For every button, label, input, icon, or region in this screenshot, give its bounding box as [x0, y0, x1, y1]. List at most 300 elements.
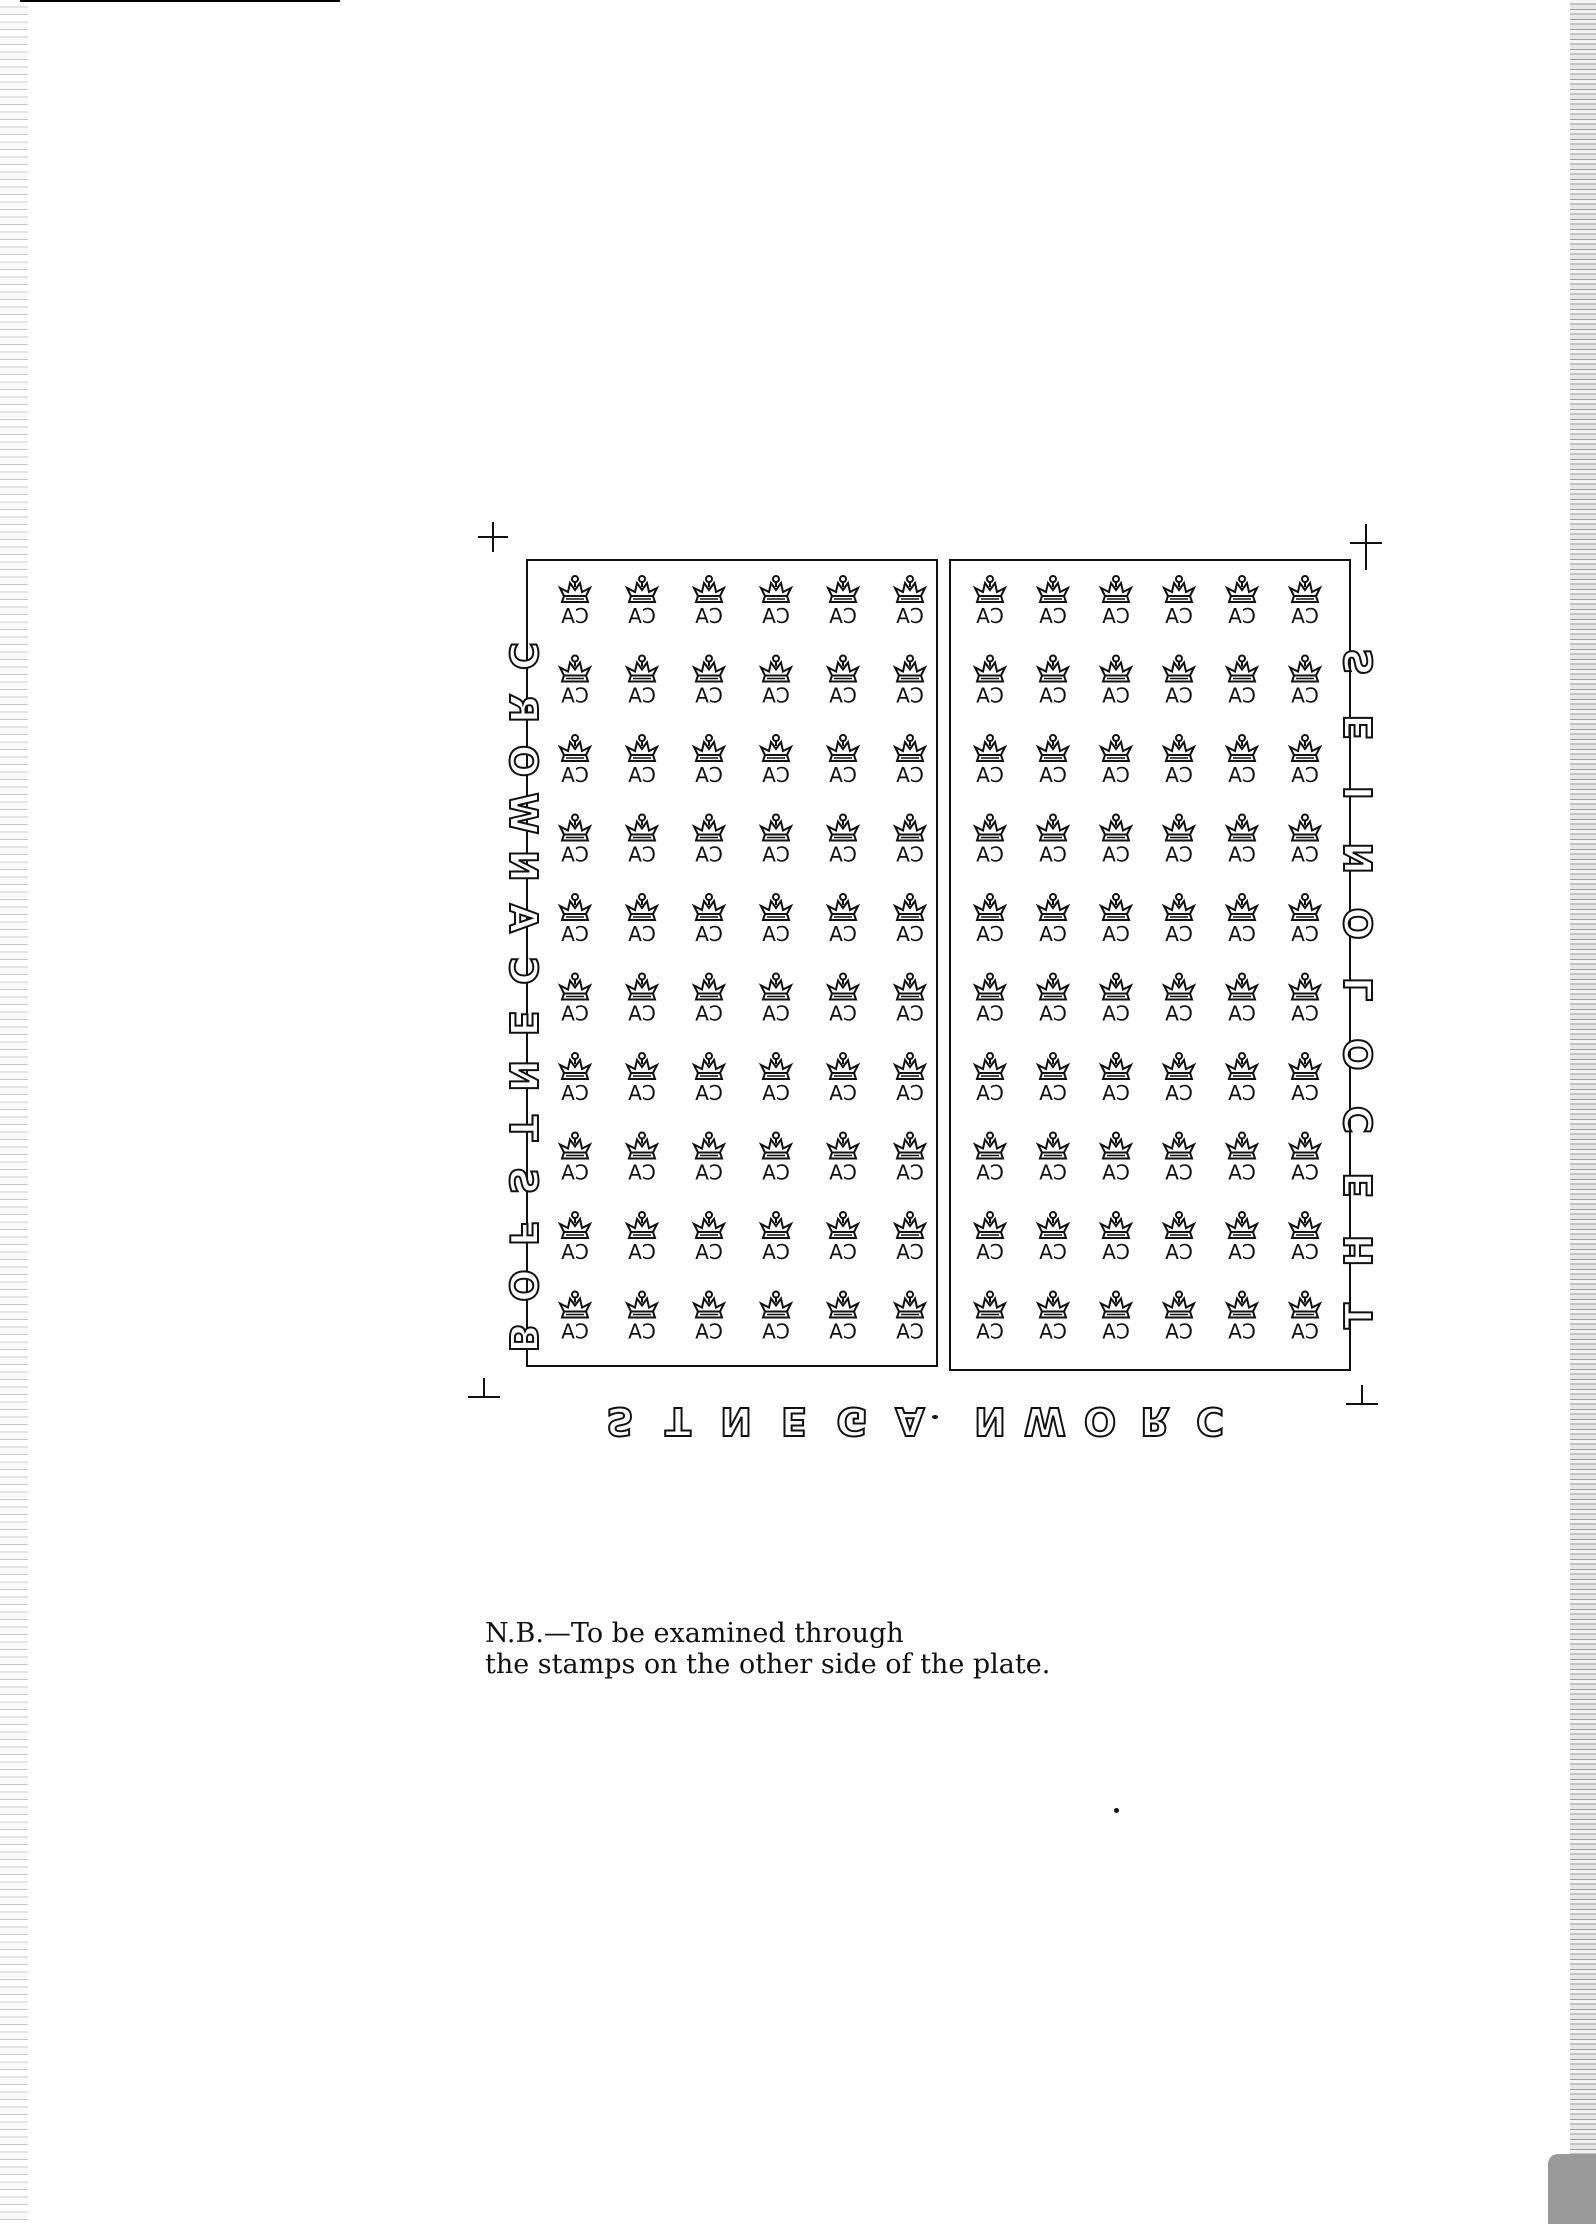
stamp: [1101, 576, 1131, 628]
stamp-ca-text: CA: [829, 683, 857, 708]
stamp-ca-text: CA: [1039, 683, 1067, 708]
crown-watermark-icon: [1038, 735, 1068, 761]
stamp-ca-text: CA: [976, 842, 1004, 867]
crown-watermark-icon: [761, 735, 791, 761]
stamp-ca-text: CA: [561, 1001, 589, 1026]
register-marks: [468, 522, 1382, 1404]
stamp-ca-text: CA: [896, 1001, 924, 1026]
crown-watermark-icon: [761, 1053, 791, 1079]
stamp: [694, 1053, 724, 1105]
crown-watermark-icon: [975, 1212, 1005, 1238]
left-margin-letter: C: [501, 642, 545, 670]
crown-watermark-icon: [1038, 1212, 1068, 1238]
crown-watermark-icon: [1164, 894, 1194, 920]
stamp: [895, 894, 925, 946]
crown-watermark-icon: [975, 974, 1005, 1000]
stamp-ca-text: CA: [976, 1001, 1004, 1026]
right-margin-letter: C: [1337, 1105, 1381, 1134]
stamp-ca-text: CA: [561, 763, 589, 787]
stamp-ca-text: CA: [762, 1240, 790, 1264]
left-margin-letter: B: [501, 1323, 545, 1353]
left-margin-letter: A: [501, 903, 545, 934]
stamp-ca-text: CA: [976, 763, 1004, 787]
crown-watermark-icon: [627, 1133, 657, 1159]
crown-watermark-icon: [1101, 1133, 1131, 1159]
crown-watermark-icon: [627, 1212, 657, 1238]
crown-watermark-icon: [560, 974, 590, 1000]
stamp: [627, 815, 657, 867]
stamp: [694, 576, 724, 628]
crown-watermark-icon: [1227, 974, 1257, 1000]
stamp: [975, 894, 1005, 946]
bottom-margin-letter: E: [781, 1399, 807, 1443]
stamp: [1290, 1053, 1320, 1105]
crown-watermark-icon: [895, 815, 925, 841]
stamp-ca-text: CA: [1102, 1160, 1130, 1185]
stamp: [895, 656, 925, 708]
stamp-ca-text: CA: [695, 1001, 723, 1026]
stamp-ca-text: CA: [1228, 1240, 1256, 1264]
stamp-ca-text: CA: [628, 1001, 656, 1026]
stamp: [1227, 894, 1257, 946]
crown-watermark-icon: [560, 1053, 590, 1079]
stamp-ca-text: CA: [1102, 1081, 1130, 1105]
stamp: [694, 1133, 724, 1185]
stamp-ca-text: CA: [1291, 1160, 1319, 1185]
crown-watermark-icon: [895, 1133, 925, 1159]
crown-watermark-icon: [694, 1292, 724, 1318]
left-margin-letter: C: [501, 956, 545, 985]
stamp: [895, 735, 925, 787]
crown-watermark-icon: [828, 1053, 858, 1079]
note-line-2: the stamps on the other side of the plate.: [485, 1649, 1051, 1680]
stamp-grid: [560, 576, 1320, 1344]
stamp-ca-text: CA: [1039, 604, 1067, 628]
stamp-ca-text: CA: [1102, 842, 1130, 867]
stamp: [1290, 974, 1320, 1026]
stamp-ca-text: CA: [628, 1160, 656, 1185]
crown-watermark-icon: [895, 974, 925, 1000]
crown-watermark-icon: [895, 576, 925, 602]
stamp: [1038, 815, 1068, 867]
stamp-ca-text: CA: [1291, 1001, 1319, 1026]
stamp-ca-text: CA: [1165, 604, 1193, 628]
stamp: [627, 1053, 657, 1105]
stamp-ca-text: CA: [561, 842, 589, 867]
crown-watermark-icon: [627, 1292, 657, 1318]
left-margin-letter: T: [501, 1115, 545, 1142]
left-margin-letter: N: [501, 1059, 545, 1092]
stamp: [627, 1212, 657, 1264]
stamp-ca-text: CA: [1165, 683, 1193, 708]
stamp-ca-text: CA: [896, 1160, 924, 1185]
crown-watermark-icon: [828, 1133, 858, 1159]
stamp: [694, 815, 724, 867]
stamp-ca-text: CA: [695, 683, 723, 708]
stamp-ca-text: CA: [1165, 922, 1193, 946]
crown-watermark-icon: [828, 974, 858, 1000]
crown-watermark-icon: [1101, 1053, 1131, 1079]
stamp: [828, 974, 858, 1026]
crown-watermark-icon: [694, 735, 724, 761]
right-margin-letter: O: [1337, 1038, 1381, 1071]
stamp: [828, 1053, 858, 1105]
crown-watermark-icon: [1164, 735, 1194, 761]
stamp-ca-text: CA: [1165, 1319, 1193, 1344]
stamp-ca-text: CA: [1165, 1160, 1193, 1185]
stamp: [1101, 974, 1131, 1026]
stamp: [828, 1133, 858, 1185]
crown-watermark-icon: [1101, 1292, 1131, 1318]
stamp-ca-text: CA: [1165, 1240, 1193, 1264]
right-margin-letter: I: [1337, 785, 1381, 800]
stamp-ca-text: CA: [561, 1240, 589, 1264]
stamp: [975, 576, 1005, 628]
stamp: [828, 735, 858, 787]
crown-watermark-icon: [975, 1292, 1005, 1318]
stamp: [1164, 815, 1194, 867]
crown-watermark-icon: [895, 894, 925, 920]
stamp-ca-text: CA: [896, 604, 924, 628]
crown-watermark-icon: [1101, 894, 1131, 920]
crown-watermark-icon: [1290, 735, 1320, 761]
stamp: [1227, 656, 1257, 708]
right-pane-frame: [950, 560, 1350, 1370]
crown-watermark-icon: [627, 576, 657, 602]
stamp-ca-text: CA: [1102, 763, 1130, 787]
crown-watermark-icon: [1164, 1292, 1194, 1318]
stamp-ca-text: CA: [896, 1240, 924, 1264]
stamp: [828, 1212, 858, 1264]
stamp-ca-text: CA: [1228, 1081, 1256, 1105]
stamp: [627, 974, 657, 1026]
stamp-ca-text: CA: [1102, 1240, 1130, 1264]
crown-watermark-icon: [828, 1292, 858, 1318]
crown-watermark-icon: [895, 1212, 925, 1238]
stamp: [1038, 1292, 1068, 1344]
crown-watermark-icon: [761, 1292, 791, 1318]
stamp: [560, 1133, 590, 1185]
crown-watermark-icon: [694, 974, 724, 1000]
crown-watermark-icon: [1227, 735, 1257, 761]
stamp: [761, 815, 791, 867]
crown-watermark-icon: [1038, 576, 1068, 602]
bottom-margin-letter: T: [665, 1399, 691, 1443]
stamp-ca-text: CA: [829, 1319, 857, 1344]
stamp: [1227, 1053, 1257, 1105]
stamp: [761, 1212, 791, 1264]
crown-watermark-icon: [627, 815, 657, 841]
stamp: [694, 1292, 724, 1344]
left-margin-letter: E: [501, 1010, 545, 1037]
stamp-ca-text: CA: [976, 683, 1004, 708]
stamp: [975, 656, 1005, 708]
stamp-ca-text: CA: [829, 922, 857, 946]
stamp-ca-text: CA: [695, 922, 723, 946]
stamp: [1164, 1292, 1194, 1344]
stamp: [560, 656, 590, 708]
stamp-ca-text: CA: [1291, 842, 1319, 867]
crown-watermark-icon: [1227, 656, 1257, 682]
stamp: [975, 1212, 1005, 1264]
stamp: [627, 894, 657, 946]
right-margin-letter: L: [1337, 976, 1381, 1002]
crown-watermark-icon: [1038, 1292, 1068, 1318]
stamp-ca-text: CA: [1291, 1081, 1319, 1105]
stamp-ca-text: CA: [829, 1240, 857, 1264]
stamp-ca-text: CA: [1165, 842, 1193, 867]
stamp: [1038, 576, 1068, 628]
crown-watermark-icon: [1290, 576, 1320, 602]
stamp: [627, 576, 657, 628]
stamp-ca-text: CA: [695, 842, 723, 867]
stamp-ca-text: CA: [695, 1319, 723, 1344]
bottom-margin-letter: S: [606, 1399, 634, 1443]
crown-watermark-icon: [1164, 1053, 1194, 1079]
stamp: [1101, 815, 1131, 867]
crown-watermark-icon: [560, 1292, 590, 1318]
stamp: [1164, 974, 1194, 1026]
stamp: [895, 815, 925, 867]
stamp-ca-text: CA: [829, 1001, 857, 1026]
stamp-ca-text: CA: [561, 683, 589, 708]
stamp: [1164, 735, 1194, 787]
stamp: [761, 576, 791, 628]
stamp: [828, 894, 858, 946]
ink-speck: [1114, 1808, 1119, 1813]
stamp: [975, 974, 1005, 1026]
stamp-ca-text: CA: [1228, 1319, 1256, 1344]
stamp: [694, 974, 724, 1026]
stamp: [627, 1133, 657, 1185]
stamp-ca-text: CA: [1102, 1001, 1130, 1026]
stamp-ca-text: CA: [762, 842, 790, 867]
stamp: [560, 1292, 590, 1344]
crown-watermark-icon: [975, 1053, 1005, 1079]
stamp-ca-text: CA: [1165, 763, 1193, 787]
stamp-ca-text: CA: [976, 1319, 1004, 1344]
stamp: [1101, 1292, 1131, 1344]
stamp: [828, 656, 858, 708]
left-margin-letter: R: [501, 693, 545, 724]
stamp-ca-text: CA: [829, 1081, 857, 1105]
stamp: [627, 656, 657, 708]
stamp: [1290, 1133, 1320, 1185]
stamp: [1290, 656, 1320, 708]
crown-watermark-icon: [694, 1053, 724, 1079]
stamp: [828, 576, 858, 628]
stamp-ca-text: CA: [1102, 683, 1130, 708]
stamp: [1101, 894, 1131, 946]
stamp: [1227, 1133, 1257, 1185]
stamp-ca-text: CA: [1228, 683, 1256, 708]
stamp-ca-text: CA: [561, 1160, 589, 1185]
stamp: [761, 735, 791, 787]
stamp: [1227, 576, 1257, 628]
stamp: [560, 974, 590, 1026]
crown-watermark-icon: [761, 1212, 791, 1238]
stamp: [560, 576, 590, 628]
crown-watermark-icon: [627, 656, 657, 682]
stamp: [560, 1053, 590, 1105]
crown-watermark-icon: [1290, 974, 1320, 1000]
crown-watermark-icon: [761, 576, 791, 602]
bottom-margin-letter: O: [1083, 1399, 1117, 1443]
stamp: [627, 735, 657, 787]
stamp: [1164, 656, 1194, 708]
stamp-ca-text: CA: [829, 1160, 857, 1185]
crown-watermark-icon: [560, 894, 590, 920]
crown-watermark-icon: [828, 1212, 858, 1238]
left-margin-letter: F: [501, 1220, 545, 1247]
note-line-1: N.B.—To be examined through: [485, 1618, 904, 1649]
stamp: [761, 894, 791, 946]
crown-watermark-icon: [1038, 1053, 1068, 1079]
stamp-ca-text: CA: [1102, 922, 1130, 946]
stamp: [694, 894, 724, 946]
stamp-ca-text: CA: [762, 1319, 790, 1344]
stamp-ca-text: CA: [976, 1240, 1004, 1264]
crown-watermark-icon: [1038, 974, 1068, 1000]
stamp-ca-text: CA: [1165, 1081, 1193, 1105]
stamp: [1290, 894, 1320, 946]
stamp: [1101, 1133, 1131, 1185]
stamp-ca-text: CA: [1039, 842, 1067, 867]
stamp-ca-text: CA: [628, 763, 656, 787]
stamp-ca-text: CA: [1228, 1001, 1256, 1026]
stamp: [975, 1292, 1005, 1344]
right-margin-letter: H: [1337, 1234, 1381, 1267]
crown-watermark-icon: [627, 894, 657, 920]
crown-watermark-icon: [1164, 974, 1194, 1000]
stamp-ca-text: CA: [896, 842, 924, 867]
bottom-margin-letter: A: [895, 1399, 925, 1443]
stamp: [761, 1292, 791, 1344]
stamp: [1164, 1133, 1194, 1185]
stamp: [895, 576, 925, 628]
stamp-ca-text: CA: [896, 922, 924, 946]
stamp-ca-text: CA: [976, 922, 1004, 946]
crown-watermark-icon: [828, 894, 858, 920]
stamp-ca-text: CA: [1228, 763, 1256, 787]
right-margin-letter: S: [1337, 648, 1381, 676]
crown-watermark-icon: [1164, 1212, 1194, 1238]
stamp: [560, 815, 590, 867]
stamp: [761, 1133, 791, 1185]
crown-watermark-icon: [1038, 1133, 1068, 1159]
crown-watermark-icon: [560, 735, 590, 761]
stamp: [694, 656, 724, 708]
stamp: [1227, 1212, 1257, 1264]
crown-watermark-icon: [560, 576, 590, 602]
crown-watermark-icon: [1164, 576, 1194, 602]
stamp-ca-text: CA: [896, 1319, 924, 1344]
stamp-ca-text: CA: [896, 683, 924, 708]
crown-watermark-icon: [1290, 1133, 1320, 1159]
stamp: [895, 1053, 925, 1105]
stamp: [1164, 1212, 1194, 1264]
crown-watermark-icon: [1290, 815, 1320, 841]
stamp: [1290, 815, 1320, 867]
stamp: [560, 894, 590, 946]
crown-watermark-icon: [1101, 1212, 1131, 1238]
stamp: [895, 1212, 925, 1264]
crown-watermark-icon: [694, 1212, 724, 1238]
crown-watermark-icon: [975, 1133, 1005, 1159]
stamp-ca-text: CA: [829, 842, 857, 867]
crown-watermark-icon: [694, 894, 724, 920]
stamp: [895, 974, 925, 1026]
stamp-ca-text: CA: [695, 763, 723, 787]
stamp-ca-text: CA: [976, 604, 1004, 628]
stamp: [975, 815, 1005, 867]
stamp-ca-text: CA: [1039, 1081, 1067, 1105]
crown-watermark-icon: [761, 1133, 791, 1159]
stamp: [1101, 656, 1131, 708]
stamp: [828, 815, 858, 867]
crown-watermark-icon: [895, 735, 925, 761]
stamp-ca-text: CA: [896, 1081, 924, 1105]
stamp: [1290, 735, 1320, 787]
stamp: [1227, 815, 1257, 867]
crown-watermark-icon: [975, 815, 1005, 841]
stamp-ca-text: CA: [762, 1160, 790, 1185]
crown-watermark-icon: [761, 974, 791, 1000]
stamp: [1164, 576, 1194, 628]
stamp-ca-text: CA: [1228, 1160, 1256, 1185]
stamp: [828, 1292, 858, 1344]
stamp-ca-text: CA: [762, 763, 790, 787]
crown-watermark-icon: [1290, 656, 1320, 682]
crown-watermark-icon: [761, 656, 791, 682]
stamp-ca-text: CA: [762, 604, 790, 628]
crown-watermark-icon: [1227, 1212, 1257, 1238]
stamp-ca-text: CA: [628, 842, 656, 867]
examination-note: [485, 1618, 1185, 1680]
crown-watermark-icon: [1290, 894, 1320, 920]
stamp-ca-text: CA: [762, 922, 790, 946]
stamp-ca-text: CA: [695, 604, 723, 628]
crown-watermark-icon: [627, 735, 657, 761]
stamp: [1038, 656, 1068, 708]
crown-watermark-icon: [895, 1053, 925, 1079]
stamp: [560, 1212, 590, 1264]
bottom-margin-letter: N: [720, 1399, 752, 1443]
crown-watermark-icon: [694, 1133, 724, 1159]
stamp-ca-text: CA: [561, 1081, 589, 1105]
stamp: [1101, 1212, 1131, 1264]
stamp: [560, 735, 590, 787]
stamp-ca-text: CA: [695, 1160, 723, 1185]
stamp: [1038, 1212, 1068, 1264]
right-margin-letter: E: [1337, 1172, 1381, 1199]
crown-watermark-icon: [1038, 656, 1068, 682]
stamp: [1227, 735, 1257, 787]
stamp: [1164, 1053, 1194, 1105]
stamp-ca-text: CA: [1291, 604, 1319, 628]
stamp: [1101, 1053, 1131, 1105]
crown-watermark-icon: [1038, 894, 1068, 920]
crown-watermark-icon: [975, 576, 1005, 602]
stamp: [975, 735, 1005, 787]
right-margin-letter: E: [1337, 714, 1381, 741]
crown-watermark-icon: [560, 815, 590, 841]
stamp: [1290, 576, 1320, 628]
left-margin-letter: S: [501, 1166, 545, 1195]
stamp: [1038, 735, 1068, 787]
right-margin-letter: T: [1337, 1303, 1381, 1329]
stamp-ca-text: CA: [628, 1081, 656, 1105]
